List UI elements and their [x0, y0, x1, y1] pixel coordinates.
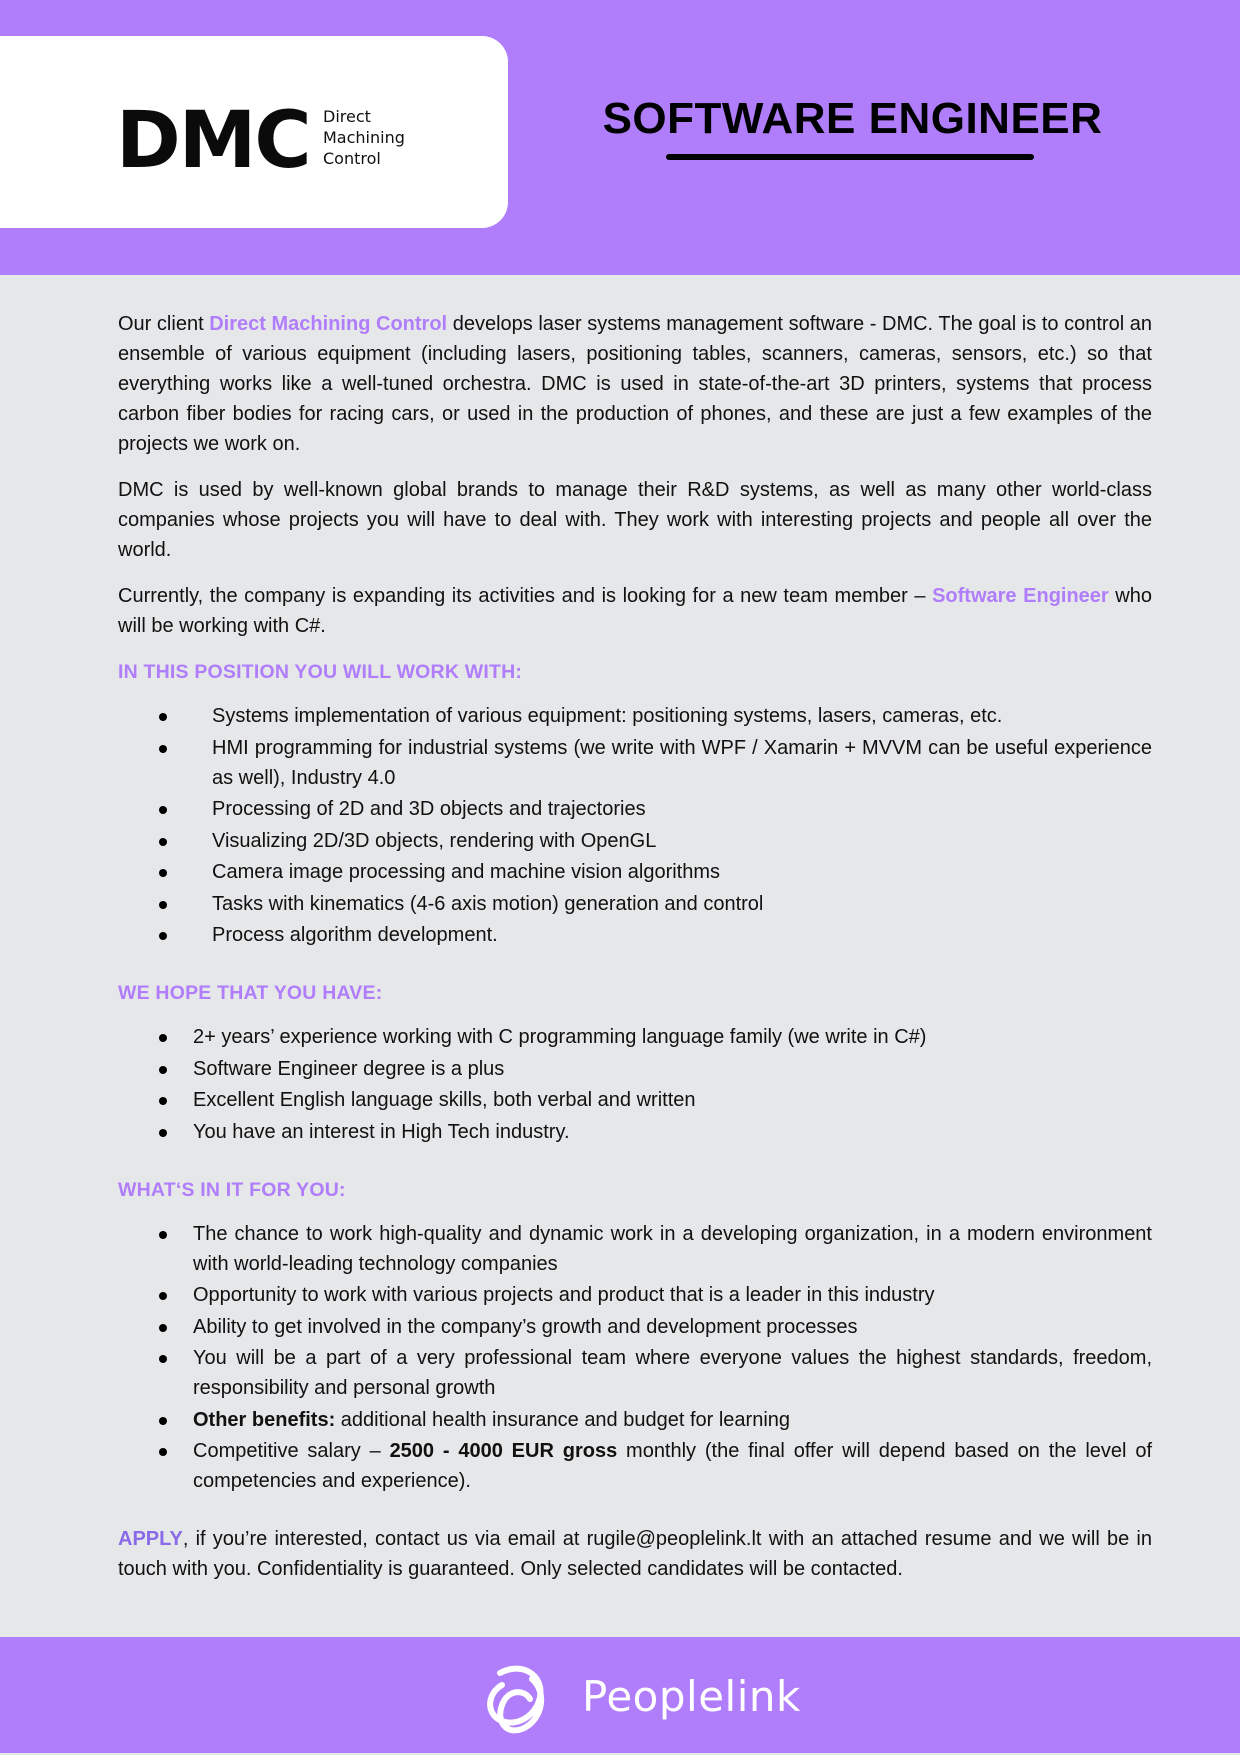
section-heading-responsibilities: IN THIS POSITION YOU WILL WORK WITH:: [118, 661, 523, 683]
title-underline: [666, 154, 1034, 160]
list-item: Tasks with kinematics (4-6 axis motion) generation and control: [118, 889, 1152, 919]
list-item: Software Engineer degree is a plus: [118, 1054, 1152, 1084]
brands-paragraph: DMC is used by well-known global brands to manage their R&D systems, as well as many other world-class companies whose projects you will have to deal with. They work with interesting projects and people all over the world.: [118, 479, 1152, 561]
responsibilities-list: [118, 701, 1152, 950]
apply-word: APPLY: [118, 1528, 183, 1550]
list-item: Camera image processing and machine vision algorithms: [118, 857, 1152, 887]
peoplelink-logo-icon: [478, 1659, 556, 1737]
peoplelink-brand: Peoplelink: [582, 1672, 801, 1721]
offer-list: [118, 1219, 1152, 1497]
role-paragraph: Currently, the company is expanding its activities and is looking for a new team member – Software Engineer who will be working with C#.: [118, 585, 1152, 637]
list-item: Opportunity to work with various projects and product that is a leader in this industry: [118, 1280, 1152, 1310]
list-item: Visualizing 2D/3D objects, rendering with OpenGL: [118, 826, 1152, 856]
list-item-benefits: Other benefits: additional health insurance and budget for learning: [118, 1405, 1152, 1435]
list-item: You have an interest in High Tech industry.: [118, 1117, 1152, 1147]
list-item: Process algorithm development.: [118, 920, 1152, 950]
role-name: Software Engineer: [932, 585, 1109, 607]
logo-sub-line: Control: [323, 149, 381, 168]
list-item-salary: Competitive salary – 2500 - 4000 EUR gross monthly (the final offer will depend based on the level of competencies and experience).: [118, 1436, 1152, 1496]
list-item: The chance to work high-quality and dynamic work in a developing organization, in a modern environment with world-leading technology companies: [118, 1219, 1152, 1279]
intro-paragraph: Our client Direct Machining Control develops laser systems management software - DMC. The goal is to control an ensemble of various equipment (including lasers, positioning tables, scanners, cameras, sensors, etc.) so that everything works like a well-tuned orchestra. DMC is used in state-of-the-art 3D printers, systems that process carbon fiber bodies for racing cars, or used in the production of phones, and these are just a few examples of the projects we work on.: [118, 313, 1152, 455]
list-item: 2+ years’ experience working with C programming language family (we write in C#): [118, 1022, 1152, 1052]
list-item: Processing of 2D and 3D objects and trajectories: [118, 794, 1152, 824]
section-heading-offer: WHAT‘S IN IT FOR YOU:: [118, 1178, 346, 1201]
client-name: Direct Machining Control: [209, 313, 448, 335]
job-description: [118, 309, 1152, 1600]
list-item: You will be a part of a very professional team where everyone values the highest standards, freedom, responsibility and personal growth: [118, 1343, 1152, 1403]
list-item: Ability to get involved in the company’s growth and development processes: [118, 1312, 1152, 1342]
list-item: HMI programming for industrial systems (we write with WPF / Xamarin + MVVM can be useful experience as well), Industry 4.0: [118, 733, 1152, 793]
job-title: SOFTWARE ENGINEER: [602, 94, 1103, 143]
requirements-list: [118, 1022, 1152, 1147]
dmc-logo-mark: DMC: [116, 96, 310, 186]
list-item: Excellent English language skills, both verbal and written: [118, 1085, 1152, 1115]
apply-paragraph: APPLY, if you’re interested, contact us via email at rugile@peoplelink.lt with an attached resume and we will be in touch with you. Confidentiality is guaranteed. Only selected candidates will be contacted.: [118, 1528, 1152, 1580]
list-item: Systems implementation of various equipment: positioning systems, lasers, cameras, etc.: [118, 701, 1152, 731]
logo-sub-line: Direct: [323, 107, 371, 126]
salary-amount: 2500 - 4000 EUR gross: [389, 1440, 618, 1462]
dmc-logo-subtitle: [323, 106, 405, 169]
section-heading-requirements: WE HOPE THAT YOU HAVE:: [118, 982, 383, 1004]
logo-sub-line: Machining: [323, 128, 405, 147]
